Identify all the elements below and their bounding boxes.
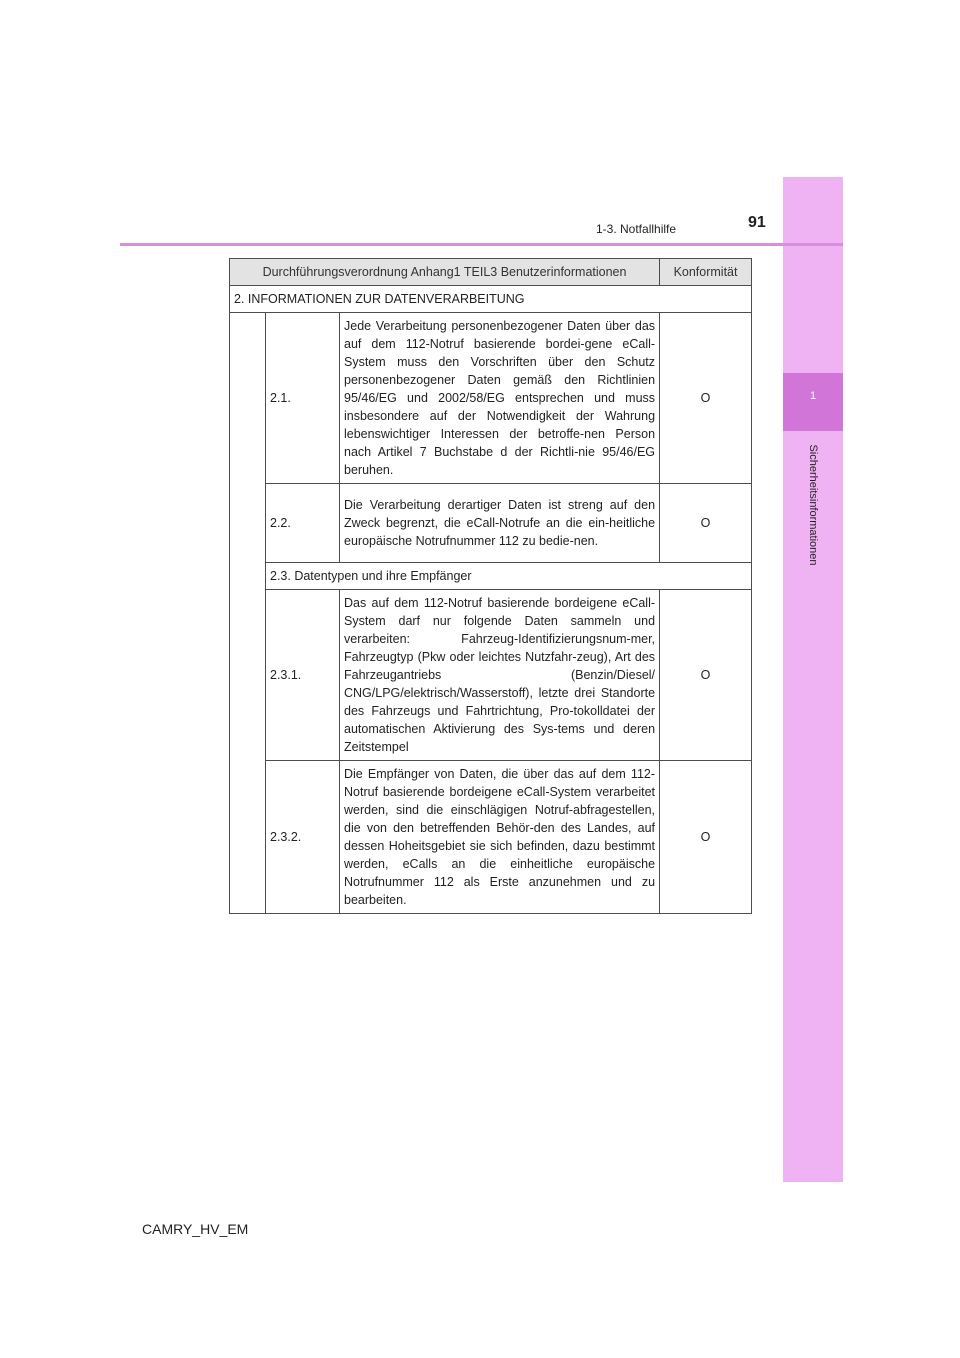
header-conformity: Konformität xyxy=(660,259,752,286)
table-row xyxy=(230,590,752,761)
row-text: Die Verarbeitung derartiger Daten ist streng auf den Zweck begrenzt, die eCall-Notrufe an die ein-heitliche europäische Notrufnummer 112 zu bedie-nen. xyxy=(340,484,660,563)
table-row xyxy=(230,484,752,563)
table-header-row xyxy=(230,259,752,286)
row-conformity: O xyxy=(660,761,752,914)
header-rule xyxy=(120,243,843,246)
side-tab-active-chapter xyxy=(783,373,843,431)
chapter-number: 1 xyxy=(809,390,817,402)
chapter-label: Sicherheitsinformationen xyxy=(807,444,819,566)
table-subsection-row xyxy=(230,563,752,590)
row-number: 2.3.1. xyxy=(266,590,340,761)
row-text: Das auf dem 112-Notruf basierende bordeigene eCall-System darf nur folgende Daten sammeln und verarbeiten: Fahrzeug-Identifizierungsnum-mer, Fahrzeugtyp (Pkw oder leichtes Nutzfahr-zeug), Art des Fahrzeugantriebs (Benzin/Diesel/ CNG/LPG/elektrisch/Wasserstoff), letzte drei Standorte des Fahrzeugs und Fahrtrichtung, Pro-tokolldatei der automatischen Aktivierung des Sys-tems und deren Zeitstempel xyxy=(340,590,660,761)
page-number: 91 xyxy=(748,214,766,231)
indent-cell xyxy=(230,313,266,914)
subsection-heading: 2.3. Datentypen und ihre Empfänger xyxy=(266,563,752,590)
table-section-row xyxy=(230,286,752,313)
document-code: CAMRY_HV_EM xyxy=(142,1221,249,1237)
row-conformity: O xyxy=(660,313,752,484)
conformity-table xyxy=(229,258,752,914)
table-row xyxy=(230,313,752,484)
side-tab xyxy=(783,177,843,1182)
row-text: Die Empfänger von Daten, die über das auf dem 112-Notruf basierende bordeigene eCall-System verarbeitet werden, sind die einschlägigen Notruf-abfragestellen, die von den betreffenden Behör-den des Landes, auf dessen Hoheitsgebiet sie sich befinden, dazu bestimmt werden, eCalls an die einheitliche europäische Notrufnummer 112 als Erste anzunehmen und zu bearbeiten. xyxy=(340,761,660,914)
section-title: 1-3. Notfallhilfe xyxy=(596,222,677,236)
header-regulation: Durchführungsverordnung Anhang1 TEIL3 Benutzerinformationen xyxy=(230,259,660,286)
row-conformity: O xyxy=(660,590,752,761)
section-heading: 2. INFORMATIONEN ZUR DATENVERARBEITUNG xyxy=(230,286,752,313)
row-conformity: O xyxy=(660,484,752,563)
row-number: 2.1. xyxy=(266,313,340,484)
row-text: Jede Verarbeitung personenbezogener Daten über das auf dem 112-Notruf basierende bordei-gene eCall-System muss den Vorschriften über den Schutz personenbezogener Daten gemäß den Richtlinien 95/46/EG und 2002/58/EG entsprechen und muss insbesondere auf der Notwendigkeit der Wahrung lebenswichtiger Interessen der betroffe-nen Person nach Artikel 7 Buchstabe d der Richtli-nie 95/46/EG beruhen. xyxy=(340,313,660,484)
row-number: 2.2. xyxy=(266,484,340,563)
table-row xyxy=(230,761,752,914)
row-number: 2.3.2. xyxy=(266,761,340,914)
